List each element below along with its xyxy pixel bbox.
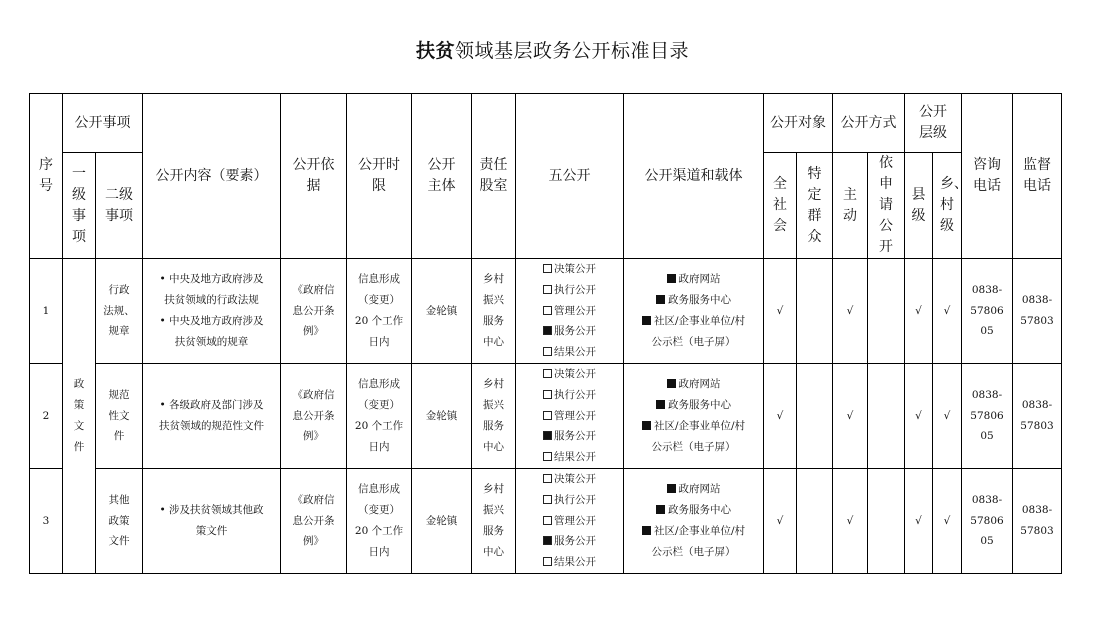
basis-cell: 《政府信 息公开条 例》 [281, 259, 347, 364]
consult-phone-cell: 0838- 57806 05 [962, 364, 1013, 469]
method-request-cell [868, 259, 905, 364]
target-all-cell: √ [764, 469, 797, 574]
checkbox-icon [543, 516, 552, 525]
level2-cell: 其他 政策 文件 [96, 469, 143, 574]
filled-square-icon [667, 379, 676, 388]
header-content: 公开内容（要素） [143, 94, 281, 259]
target-specific-cell [797, 364, 833, 469]
header-method-request: 依申请公开 [868, 153, 905, 259]
subject-cell: 金轮镇 [412, 364, 472, 469]
filled-square-icon [656, 505, 665, 514]
filled-square-icon [667, 484, 676, 493]
basis-cell: 《政府信 息公开条 例》 [281, 469, 347, 574]
channel-cell: 政府网站 政务服务中心 社区/企事业单位/村 公示栏（电子屏） [624, 469, 764, 574]
method-active-cell: √ [833, 469, 868, 574]
header-seq: 序号 [30, 94, 63, 259]
row-seq: 2 [30, 364, 63, 469]
office-cell: 乡村 振兴 服务 中心 [472, 259, 516, 364]
checkbox-icon [543, 347, 552, 356]
header-level1: 一级事项 [63, 153, 96, 259]
content-cell: • 涉及扶贫领域其他政 策文件 [143, 469, 281, 574]
checkbox-icon [543, 452, 552, 461]
header-basis: 公开依据 [281, 94, 347, 259]
header-supervise-phone: 监督电话 [1013, 94, 1062, 259]
office-cell: 乡村 振兴 服务 中心 [472, 469, 516, 574]
checkbox-icon [543, 285, 552, 294]
table-row [30, 364, 1062, 469]
header-target: 公开对象 [764, 94, 833, 153]
subject-cell: 金轮镇 [412, 259, 472, 364]
header-subject: 公开主体 [412, 94, 472, 259]
filled-square-icon [656, 400, 665, 409]
table-row [30, 259, 1062, 364]
checkbox-icon [543, 474, 552, 483]
supervise-phone-cell: 0838- 57803 [1013, 259, 1062, 364]
header-time-limit: 公开时限 [347, 94, 412, 259]
header-method: 公开方式 [833, 94, 905, 153]
checkbox-icon [543, 390, 552, 399]
header-consult-phone: 咨询电话 [962, 94, 1013, 259]
catalog-table [29, 93, 1062, 574]
title-bold: 扶贫 [415, 40, 455, 62]
consult-phone-cell: 0838- 57806 05 [962, 469, 1013, 574]
row-seq: 3 [30, 469, 63, 574]
checkbox-icon [543, 369, 552, 378]
target-specific-cell [797, 259, 833, 364]
filled-square-icon [642, 316, 651, 325]
header-level-township: 乡、村级 [933, 153, 962, 259]
supervise-phone-cell: 0838- 57803 [1013, 364, 1062, 469]
header-target-all: 全社会 [764, 153, 797, 259]
basis-cell: 《政府信 息公开条 例》 [281, 364, 347, 469]
five-cell: 决策公开 执行公开 管理公开 服务公开 结果公开 [516, 364, 624, 469]
level-county-cell: √ [905, 469, 933, 574]
channel-cell: 政府网站 政务服务中心 社区/企事业单位/村 公示栏（电子屏） [624, 259, 764, 364]
header-office: 责任股室 [472, 94, 516, 259]
channel-cell: 政府网站 政务服务中心 社区/企事业单位/村 公示栏（电子屏） [624, 364, 764, 469]
title-rest: 领域基层政务公开标准目录 [455, 40, 690, 62]
content-cell: • 各级政府及部门涉及 扶贫领域的规范性文件 [143, 364, 281, 469]
checkbox-icon [543, 411, 552, 420]
checkbox-icon [543, 431, 552, 440]
header-method-active: 主动 [833, 153, 868, 259]
checkbox-icon [543, 306, 552, 315]
level-township-cell: √ [933, 364, 962, 469]
table-row [30, 469, 1062, 574]
header-five: 五公开 [516, 94, 624, 259]
target-all-cell: √ [764, 259, 797, 364]
header-target-specific: 特定群众 [797, 153, 833, 259]
header-channel: 公开渠道和载体 [624, 94, 764, 259]
checkbox-icon [543, 495, 552, 504]
consult-phone-cell: 0838- 57806 05 [962, 259, 1013, 364]
method-active-cell: √ [833, 364, 868, 469]
time-cell: 信息形成 （变更） 20 个工作 日内 [347, 469, 412, 574]
level1-cell: 政策文件 [63, 259, 96, 574]
filled-square-icon [642, 421, 651, 430]
checkbox-icon [543, 536, 552, 545]
level-county-cell: √ [905, 259, 933, 364]
filled-square-icon [667, 274, 676, 283]
checkbox-icon [543, 264, 552, 273]
header-level2: 二级事项 [96, 153, 143, 259]
page-title [0, 36, 1105, 63]
five-cell: 决策公开 执行公开 管理公开 服务公开 结果公开 [516, 469, 624, 574]
level2-cell: 规范 性文 件 [96, 364, 143, 469]
checkbox-icon [543, 326, 552, 335]
subject-cell: 金轮镇 [412, 469, 472, 574]
level2-cell: 行政 法规、 规章 [96, 259, 143, 364]
filled-square-icon [656, 295, 665, 304]
header-level-county: 县级 [905, 153, 933, 259]
level-township-cell: √ [933, 469, 962, 574]
header-level: 公开层级 [905, 94, 962, 153]
office-cell: 乡村 振兴 服务 中心 [472, 364, 516, 469]
target-specific-cell [797, 469, 833, 574]
header-items: 公开事项 [63, 94, 143, 153]
time-cell: 信息形成 （变更） 20 个工作 日内 [347, 259, 412, 364]
time-cell: 信息形成 （变更） 20 个工作 日内 [347, 364, 412, 469]
supervise-phone-cell: 0838- 57803 [1013, 469, 1062, 574]
method-active-cell: √ [833, 259, 868, 364]
row-seq: 1 [30, 259, 63, 364]
method-request-cell [868, 364, 905, 469]
checkbox-icon [543, 557, 552, 566]
five-cell: 决策公开 执行公开 管理公开 服务公开 结果公开 [516, 259, 624, 364]
filled-square-icon [642, 526, 651, 535]
level-township-cell: √ [933, 259, 962, 364]
method-request-cell [868, 469, 905, 574]
level-county-cell: √ [905, 364, 933, 469]
target-all-cell: √ [764, 364, 797, 469]
content-cell: • 中央及地方政府涉及 扶贫领域的行政法规 • 中央及地方政府涉及 扶贫领域的规章 [143, 259, 281, 364]
